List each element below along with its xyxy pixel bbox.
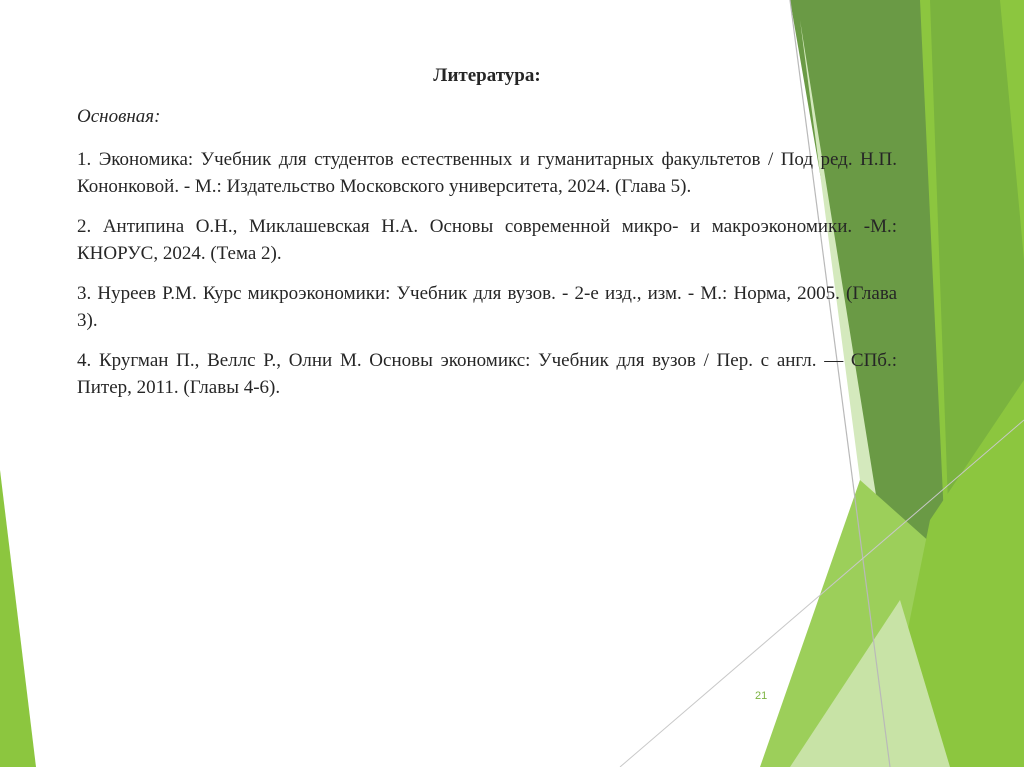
page-number: 21 (755, 690, 768, 702)
reference-item: 4. Кругман П., Веллс Р., Олни М. Основы экономикс: Учебник для вузов / Пер. с англ. — СПб.: Питер, 2011. (Главы 4-6). (77, 350, 897, 398)
content-area (77, 56, 897, 414)
page-title: Литература: (433, 65, 541, 86)
section-subtitle: Основная: (77, 106, 161, 127)
reference-item: 2. Антипина О.Н., Миклашевская Н.А. Основы современной микро- и макроэкономики. -М.: КНОРУС, 2024. (Тема 2). (77, 216, 897, 264)
left-accent-shape (0, 470, 36, 767)
reference-item: 3. Нуреев Р.М. Курс микроэкономики: Учебник для вузов. - 2-е изд., изм. - М.: Норма, 2005. (Глава 3). (77, 283, 897, 331)
reference-item: 1. Экономика: Учебник для студентов естественных и гуманитарных факультетов / Под ред. Н.П. Кононковой. - М.: Издательство Московского университета, 2024. (Глава 5). (77, 149, 897, 197)
